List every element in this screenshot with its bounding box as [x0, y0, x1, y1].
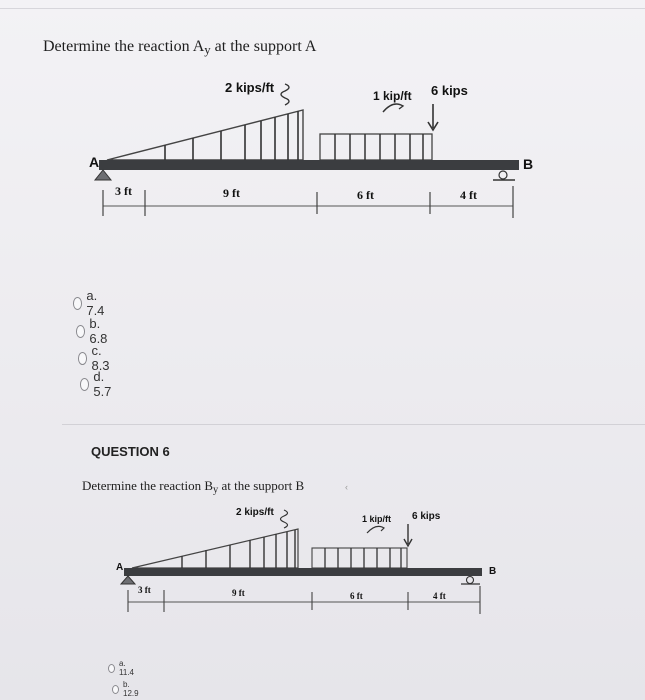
dim-1-label-2: 3 ft: [138, 585, 151, 595]
dim-4-label: 4 ft: [460, 188, 477, 202]
radio-button[interactable]: [73, 297, 82, 310]
question-6-prompt: Determine the reaction $B_y$ at the support B: [82, 478, 305, 496]
question-6-title: QUESTION 6: [91, 444, 170, 459]
point-load-label-2: 6 kips: [412, 511, 441, 522]
beam-diagram-1: [85, 78, 545, 228]
radio-button[interactable]: [108, 664, 115, 673]
point-a-label: A: [89, 154, 100, 170]
option-a[interactable]: a. 7.4: [73, 288, 108, 318]
load-uniform-label-2: 1 kip/ft: [362, 514, 392, 524]
option-d[interactable]: d. 5.7: [80, 369, 115, 399]
dim-2-label: 9 ft: [223, 186, 240, 200]
point-a-label-2: A: [116, 562, 124, 573]
radio-button[interactable]: [78, 352, 87, 365]
beam-1: [99, 160, 519, 170]
option-b[interactable]: b. 12.9: [112, 680, 141, 698]
triangular-load-1: [107, 110, 303, 160]
radio-button[interactable]: [76, 325, 85, 338]
point-b-label: B: [523, 156, 534, 172]
load-max-label: 2 kips/ft: [225, 80, 275, 95]
triangular-load-2: [132, 529, 298, 568]
dim-4-label-2: 4 ft: [433, 591, 446, 601]
point-load-label: 6 kips: [431, 83, 468, 98]
dim-1-label: 3 ft: [115, 184, 132, 198]
dim-2-label-2: 9 ft: [232, 588, 245, 598]
question-divider: [62, 424, 645, 425]
beam-diagram-2: [112, 506, 502, 624]
dim-3-label-2: 6 ft: [350, 591, 363, 601]
radio-button[interactable]: [80, 378, 89, 391]
load-uniform-label: 1 kip/ft: [373, 89, 412, 103]
uniform-load-2: [312, 548, 407, 568]
option-c[interactable]: c. 8.3: [78, 343, 113, 373]
point-b-label-2: B: [489, 566, 497, 577]
top-divider: [0, 0, 645, 9]
question-1-prompt: Determine the reaction $A_y$ at the support A: [43, 38, 317, 57]
cursor-mark: ‹: [345, 482, 348, 492]
load-max-label-2: 2 kips/ft: [236, 507, 274, 518]
radio-button[interactable]: [112, 685, 119, 694]
uniform-load-1: [320, 134, 432, 160]
option-a[interactable]: a. 11.4: [108, 659, 136, 677]
beam-diagram-1-graphic: [85, 78, 545, 228]
option-b[interactable]: b. 6.8: [76, 316, 111, 346]
beam-2: [124, 568, 482, 576]
dim-3-label: 6 ft: [357, 188, 374, 202]
beam-diagram-2-graphic: [112, 506, 502, 624]
